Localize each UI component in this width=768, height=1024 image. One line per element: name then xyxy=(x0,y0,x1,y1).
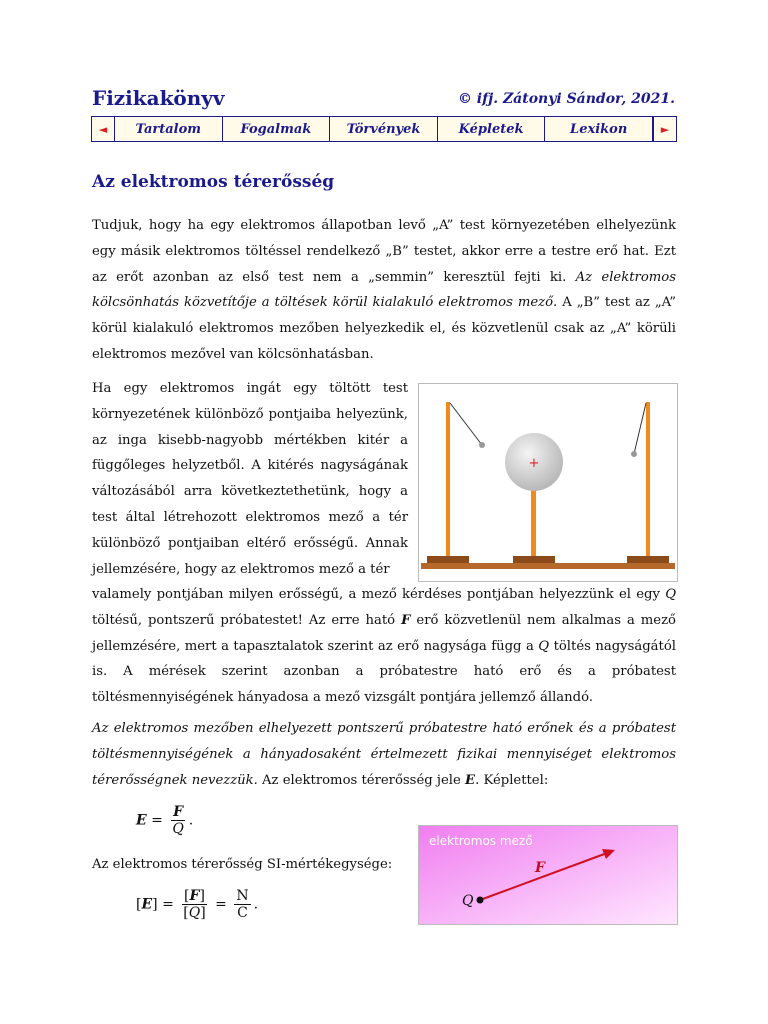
paragraph-2-wide: valamely pontjában milyen erősségű, a mező kérdéses pontjában helyezzünk el egy Q töltésű, pontszerű próbatestet! Az erre ható F erő közvetlenül nem alkalmas a mező jellemzésére, mert a tapasztalatok szerint az erő nagysága függ a Q töltés nagyságától is. A mérések szerint azonban a próbatestre ható erő és a próbatest töltésmennyiségének hányadosa a mező vizsgált pontjára jellemző állandó. xyxy=(92,587,676,706)
nav-item-torvenyek[interactable]: Törvények xyxy=(330,117,438,141)
formula-field-strength: E = $\frac{F}{Q}$ . xyxy=(136,804,194,837)
nav-item-kepletek[interactable]: Képletek xyxy=(438,117,546,141)
prev-arrow-icon[interactable]: ◄ xyxy=(92,117,115,141)
formula-si-unit: [E] = $\frac{[F]}{[Q]}$ = $\frac{N}{C}$ . xyxy=(136,888,259,921)
plus-sign: + xyxy=(528,456,540,471)
paragraph-3: Az elektromos mezőben elhelyezett pontszerű próbatestre ható erőnek és a próbatest töltésmennyiségének a hányadosaként értelmezett fizikai mennyiséget elektromos térerősségnek nevezzük. Az elektromos térerősség jele E. Képlettel: xyxy=(92,721,676,788)
field-figure xyxy=(418,825,678,925)
page-title: Az elektromos térerősség xyxy=(92,172,335,192)
nav-item-tartalom[interactable]: Tartalom xyxy=(115,117,223,141)
charge-label: Q xyxy=(462,893,474,909)
nav-item-lexikon[interactable]: Lexikon xyxy=(545,117,653,141)
force-label: F xyxy=(535,860,545,876)
paragraph-1: Tudjuk, hogy ha egy elektromos állapotban levő „A” test környezetében elhelyezünk egy másik elektromos töltéssel rendelkező „B” testet, akkor erre a testre erő hat. Ezt az erőt azonban az első test nem a „semmin” keresztül fejti ki. Az elektromos kölcsönhatás közvetítője a töltések körül kialakuló elektromos mező. A „B” test az „A” körül kialakuló elektromos mezőben helyezkedik el, és közvetlenül csak az „A” körüli elektromos mezővel van kölcsönhatásban. xyxy=(92,218,676,362)
si-unit-text: Az elektromos térerősség SI-mértékegysége: xyxy=(92,857,393,872)
book-title: Fizikakönyv xyxy=(92,86,225,110)
field-label: elektromos mező xyxy=(429,834,533,848)
paragraph-2-narrow: Ha egy elektromos ingát egy töltött test környezetének különböző pontjaiba helyezünk, az inga kisebb-nagyobb mértékben kitér a függőleges helyzetből. A kitérés nagyságának változásából arra következtethetünk, hogy a test által létrehozott elektromos mező a tér különböző pontjaiban eltérő erősségű. Annak jellemzésére, hogy az elektromos mező a tér xyxy=(92,381,408,577)
nav-bar xyxy=(91,116,677,142)
pendulum-figure xyxy=(418,383,678,582)
nav-item-fogalmak[interactable]: Fogalmak xyxy=(223,117,331,141)
copyright: © ifj. Zátonyi Sándor, 2021. xyxy=(457,91,675,107)
next-arrow-icon[interactable]: ► xyxy=(653,117,676,141)
